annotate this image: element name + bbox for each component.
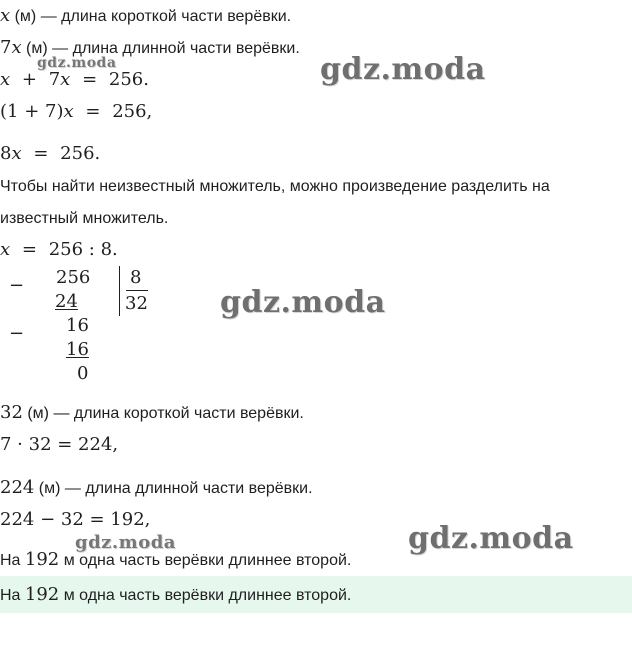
short-part-text: (м) — длина короткой части верёвки. <box>10 8 292 25</box>
equation-term-x: x <box>0 69 11 90</box>
long-part-result-text: (м) — длина длинной части верёвки. <box>34 480 313 497</box>
watermark-top-large: gdz.moda <box>320 52 486 87</box>
equals-sign: = <box>33 143 49 164</box>
division-dividend: 256 <box>56 267 91 288</box>
division-vertical-line <box>119 266 120 316</box>
answer-box <box>0 576 632 613</box>
division-second-minus-sign: − <box>9 323 25 344</box>
variable-x: x <box>0 5 11 26</box>
watermark-middle-large: gdz.moda <box>220 285 386 320</box>
equation-value: 256. <box>108 69 149 90</box>
long-part-result-line <box>0 478 313 499</box>
equation-division <box>0 240 118 260</box>
difference-calculation: 224 − 32 = 192, <box>0 509 151 530</box>
difference-result-suffix: м одна часть верёвки длиннее второй. <box>59 552 352 569</box>
watermark-bottom-large: gdz.moda <box>408 521 574 556</box>
rule-line-two: известный множитель. <box>0 210 169 227</box>
long-part-value: 224 <box>0 477 35 498</box>
answer-value: 192 <box>24 584 60 605</box>
coefficient-seven: 7 <box>0 37 12 58</box>
division-subtrahend: 24 <box>55 291 78 312</box>
equation-coefficient: 8 <box>0 143 12 164</box>
division-remainder: 16 <box>66 315 89 336</box>
equation-value: 256, <box>112 101 153 122</box>
equation-factor <box>0 102 152 122</box>
short-part-line <box>0 6 291 27</box>
short-part-value: 32 <box>0 402 23 423</box>
watermark-bottom-small: gdz.moda <box>75 532 176 553</box>
equals-sign: = <box>21 239 37 260</box>
division-divisor: 8 <box>130 267 142 288</box>
equation-variable: x <box>63 101 74 122</box>
equation-expression: (1 + 7) <box>0 101 64 122</box>
division-second-subtrahend: 16 <box>66 339 89 360</box>
equals-sign: = <box>82 69 98 90</box>
division-final-remainder: 0 <box>77 363 89 384</box>
answer-suffix: м одна часть верёвки длиннее второй. <box>59 587 352 604</box>
rule-line-one: Чтобы найти неизвестный множитель, можно произведение разделить на <box>0 178 550 195</box>
equals-sign: = <box>85 101 101 122</box>
equation-variable: x <box>11 143 22 164</box>
equation-value: 256. <box>60 143 101 164</box>
plus-sign: + <box>21 69 37 90</box>
difference-result-line <box>0 550 351 571</box>
division-quotient: 32 <box>125 293 148 314</box>
long-part-calculation: 7 · 32 = 224, <box>0 434 119 455</box>
equation-coefficient: 7 <box>48 69 61 90</box>
equation-sum <box>0 70 149 90</box>
watermark-top-small: gdz.moda <box>37 55 117 71</box>
division-minus-sign: − <box>9 275 25 296</box>
short-part-result-line <box>0 403 304 424</box>
equation-variable: x <box>0 239 11 260</box>
difference-result-prefix: На <box>0 552 25 569</box>
equation-variable: x <box>60 69 71 90</box>
division-expression: 256 : 8. <box>48 239 118 260</box>
long-division-block <box>0 262 190 388</box>
difference-result-value: 192 <box>24 549 60 570</box>
short-part-result-text: (м) — длина короткой части верёвки. <box>22 405 304 422</box>
long-part-text: (м) — длина длинной части верёвки. <box>21 40 300 57</box>
equation-eight-x <box>0 144 100 164</box>
division-horizontal-line <box>126 290 148 291</box>
variable-x: x <box>11 37 22 58</box>
answer-prefix: На <box>0 587 25 604</box>
